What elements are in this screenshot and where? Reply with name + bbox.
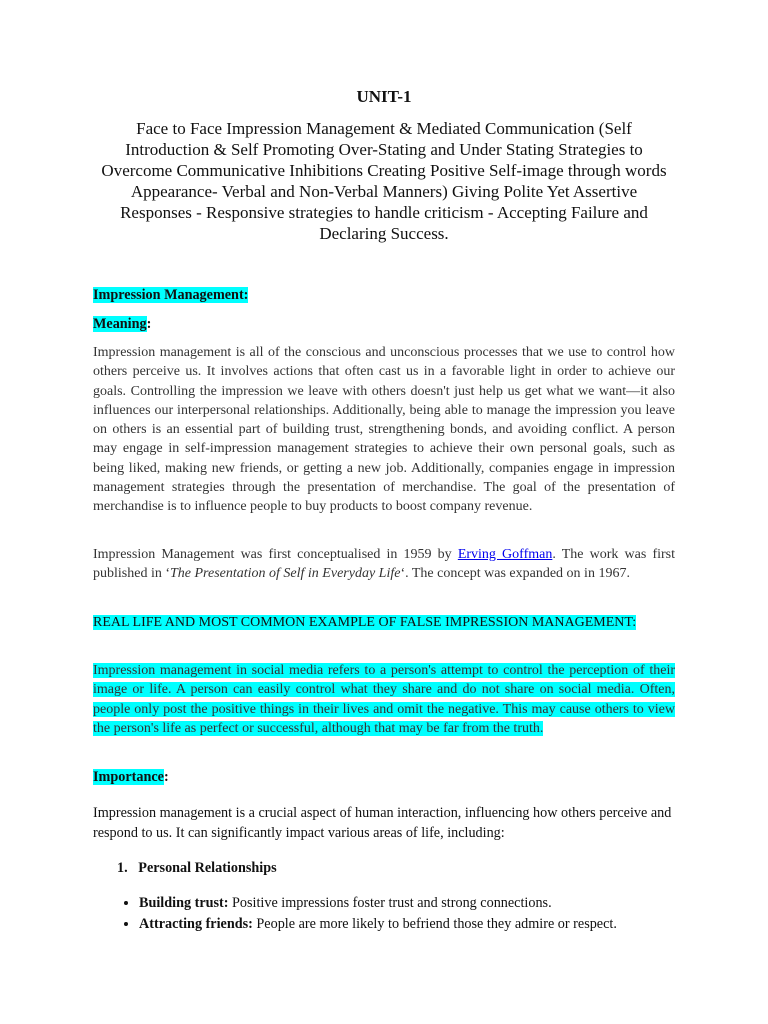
bullet-item xyxy=(139,914,693,935)
unit-title: UNIT-1 xyxy=(356,87,412,106)
meaning-paragraph: Impression management is all of the conscious and unconscious processes that we use to control how others perceive us. It involves actions that often cast us in a favorable light in order to achieve our goals. Controlling the impression we leave with others doesn't just help us get what we want—it also influences our interpersonal relationships. Additionally, being able to manage the impression you leave on others is an essential part of building trust, strengthening bonds, and avoiding conflict. A person may engage in self-impression management strategies to achieve their own personal goals, such as being liked, making new friends, or getting a new job. Additionally, companies engage in impression management strategies through the presentation of merchandise. The goal of the presentation of merchandise is to influence people to buy products to boost company revenue. xyxy=(93,345,675,515)
example-paragraph-wrap xyxy=(93,661,675,738)
history-paragraph xyxy=(93,545,675,584)
example-heading: REAL LIFE AND MOST COMMON EXAMPLE OF FALSE IMPRESSION MANAGEMENT: xyxy=(93,615,637,630)
importance-heading: Importance xyxy=(93,769,164,785)
bullet-item xyxy=(139,893,693,914)
impression-heading: Impression Management: xyxy=(93,287,249,303)
importance-paragraph-block xyxy=(93,804,675,843)
unit-subtitle: Face to Face Impression Management & Mediated Communication (Self Introduction & Self Promoting Over-Stating and Under Stating Strategies to Overcome Communicative Inhibitions Creating Positive Self-image through words Appearance- Verbal and Non-Verbal Manners) Giving Polite Yet Assertive Responses - Responsive strategies to handle criticism - Accepting Failure and Declaring Success. xyxy=(101,119,667,243)
bullet-list-block xyxy=(93,893,693,935)
erving-goffman-link[interactable]: Erving Goffman xyxy=(457,547,553,562)
list-item-personal-relationships: 1. Personal Relationships xyxy=(117,860,277,876)
bullet-text: Positive impressions foster trust and strong connections. xyxy=(228,895,552,911)
meaning-colon: : xyxy=(146,316,152,332)
bullet-term: Attracting friends: xyxy=(139,916,253,932)
numbered-list xyxy=(117,858,677,878)
history-text-3: ‘. The concept was expanded on in 1967. xyxy=(400,566,630,582)
history-text-2: . The work was first published in ‘ xyxy=(93,547,676,582)
importance-colon: : xyxy=(163,769,169,785)
importance-heading-block xyxy=(93,767,675,787)
meaning-heading: Meaning xyxy=(93,316,147,332)
book-title: The Presentation of Self in Everyday Life xyxy=(170,566,401,582)
example-paragraph: Impression management in social media refers to a person's attempt to control the perception of their image or life. A person can easily control what they share and do not share on social media. Often, people only post the positive things in their lives and omit the negative. This may cause others to view the person's life as perfect or successful, although that may be far from the truth. xyxy=(93,663,675,736)
importance-paragraph: Impression management is a crucial aspect of human interaction, influencing how others perceive and respond to us. It can significantly impact various areas of life, including: xyxy=(93,805,672,841)
example-heading-paragraph xyxy=(93,613,675,632)
history-text-1: Impression Management was first conceptualised in 1959 by xyxy=(93,547,458,562)
impression-heading-block xyxy=(93,285,675,305)
history-paragraph-block xyxy=(93,545,675,584)
example-heading-block xyxy=(93,613,675,632)
example-paragraph-block xyxy=(93,661,675,738)
bullet-text: People are more likely to befriend those they admire or respect. xyxy=(252,916,617,932)
bullet-list xyxy=(93,893,693,935)
meaning-heading-block xyxy=(93,314,675,334)
meaning-paragraph-block xyxy=(93,343,675,517)
bullet-term: Building trust: xyxy=(139,895,229,911)
